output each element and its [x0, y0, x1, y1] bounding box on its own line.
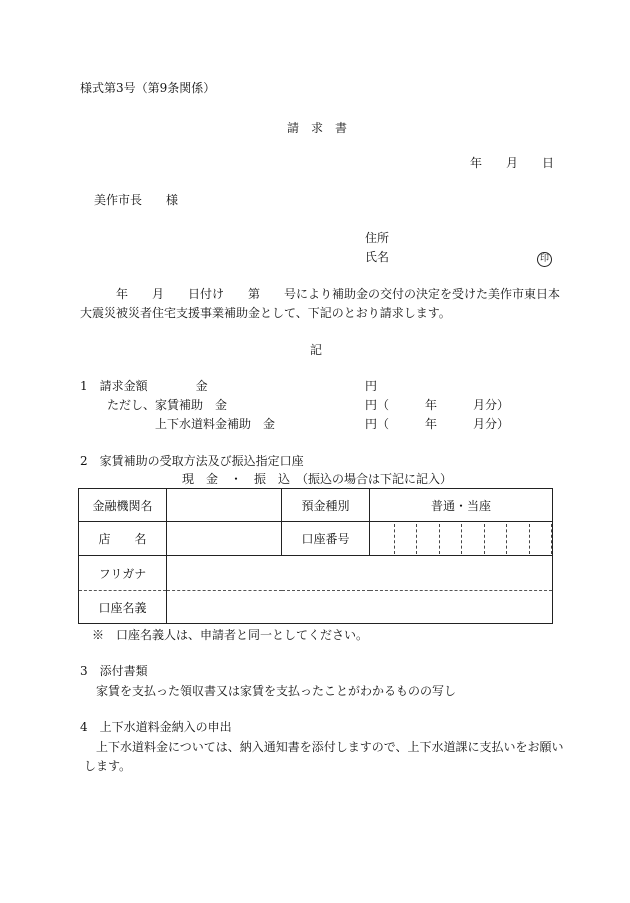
seal-mark: 印 — [537, 249, 552, 267]
water-subsidy-label: 上下水道料金補助 金 — [155, 417, 276, 431]
section-3-heading: 3 添付書類 — [80, 664, 148, 678]
account-digit-boxes — [370, 524, 552, 554]
deposit-type-value: 普通・当座 — [370, 489, 553, 522]
form-number: 様式第3号（第9条関係） — [80, 81, 216, 95]
furigana-field — [167, 556, 553, 591]
furigana-label: フリガナ — [79, 556, 167, 591]
document-title: 請 求 書 — [287, 121, 348, 135]
section-1-yen: 円 — [365, 379, 378, 393]
intro-line-1: 年 月 日付け 第 号により補助金の交付の決定を受けた美作市東日本 — [80, 287, 561, 301]
account-note: ※ 口座名義人は、申請者と同一としてください。 — [92, 628, 369, 642]
intro-line-2: 大震災被災者住宅支援事業補助金として、下記のとおり請求します。 — [80, 306, 451, 320]
account-holder-label: 口座名義 — [79, 591, 167, 624]
deposit-type-label: 預金種別 — [282, 489, 370, 522]
date-line: 年 月 日 — [470, 156, 555, 170]
bank-name-label: 金融機関名 — [79, 489, 167, 522]
branch-field — [167, 522, 282, 556]
payment-method: 現 金 ・ 振 込 （振込の場合は下記に記入） — [182, 472, 453, 486]
section-4-heading: 4 上下水道料金納入の申出 — [80, 720, 232, 734]
section-3-body: 家賃を支払った領収書又は家賃を支払ったことがわかるものの写し — [96, 684, 457, 698]
account-number-label: 口座番号 — [282, 522, 370, 556]
section-4-body-2: します。 — [84, 759, 132, 773]
account-number-field — [370, 522, 553, 556]
name-label: 氏名 — [365, 250, 390, 264]
rent-subsidy-label: ただし、家賃補助 金 — [107, 398, 228, 412]
water-subsidy-period: 円（ 年 月分） — [365, 417, 510, 431]
account-holder-field — [167, 591, 553, 624]
section-2-heading: 2 家賃補助の受取方法及び振込指定口座 — [80, 454, 304, 468]
rent-subsidy-period: 円（ 年 月分） — [365, 398, 510, 412]
section-4-body-1: 上下水道料金については、納入通知書を添付しますので、上下水道課に支払いをお願い — [96, 740, 564, 754]
branch-label: 店 名 — [79, 522, 167, 556]
bank-name-field — [167, 489, 282, 522]
bank-account-table — [78, 488, 553, 624]
address-label: 住所 — [365, 231, 390, 245]
ki-heading: 記 — [310, 343, 323, 357]
recipient: 美作市長 様 — [94, 193, 179, 207]
section-1-heading: 1 請求金額 金 — [80, 379, 208, 393]
